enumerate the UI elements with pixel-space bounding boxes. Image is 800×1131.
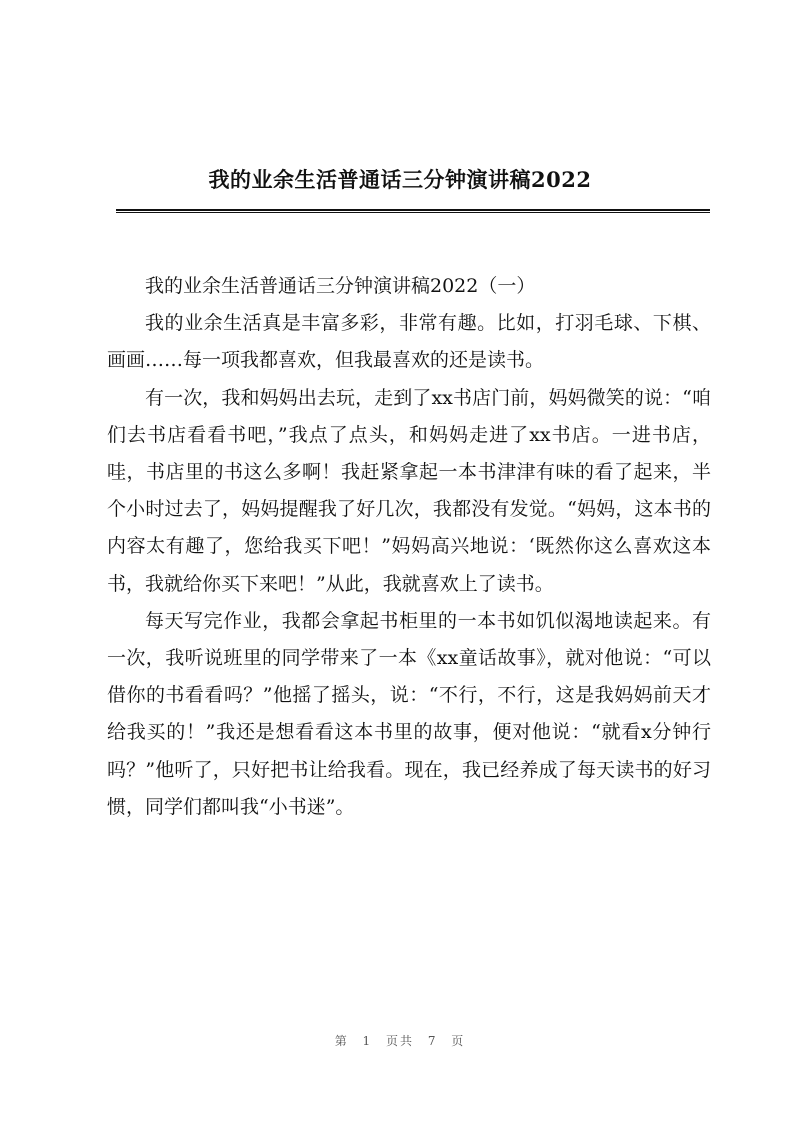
document-title: 我的业余生活普通话三分钟演讲稿2022 — [208, 167, 592, 192]
page-number: 第 1 页共 7 页 — [334, 1034, 466, 1048]
paragraph-2: 有一次，我和妈妈出去玩，走到了xx书店门前，妈妈微笑的说：“咱们去书店看看书吧，”我点了点头，和妈妈走进了xx书店。一进书店，哇，书店里的书这么多啊！我赶紧拿起一本书津津有味的看了起来，半个小时过去了，妈妈提醒我了好几次，我都没有发觉。“妈妈，这本书的内容太有趣了，您给我买下吧！”妈妈高兴地说：‘既然你这么喜欢这本书，我就给你买下来吧！”从此，我就喜欢上了读书。 — [107, 386, 711, 595]
paragraph-1: 我的业余生活真是丰富多彩，非常有趣。比如，打羽毛球、下棋、画画……每一项我都喜欢，但我最喜欢的还是读书。 — [107, 312, 711, 372]
paragraph-3: 每天写完作业，我都会拿起书柜里的一本书如饥似渴地读起来。有一次，我听说班里的同学带来了一本《xx童话故事》，就对他说：“可以借你的书看看吗？”他摇了摇头，说：“不行，不行，这是我妈妈前天才给我买的！”我还是想看看这本书里的故事，便对他说：“就看x分钟行吗？”他听了，只好把书让给我看。现在，我已经养成了每天读书的好习惯，同学们都叫我“小书迷”。 — [107, 609, 711, 818]
document-body — [107, 268, 711, 826]
title-divider — [116, 209, 710, 213]
section-heading: 我的业余生活普通话三分钟演讲稿2022（一） — [145, 275, 536, 297]
